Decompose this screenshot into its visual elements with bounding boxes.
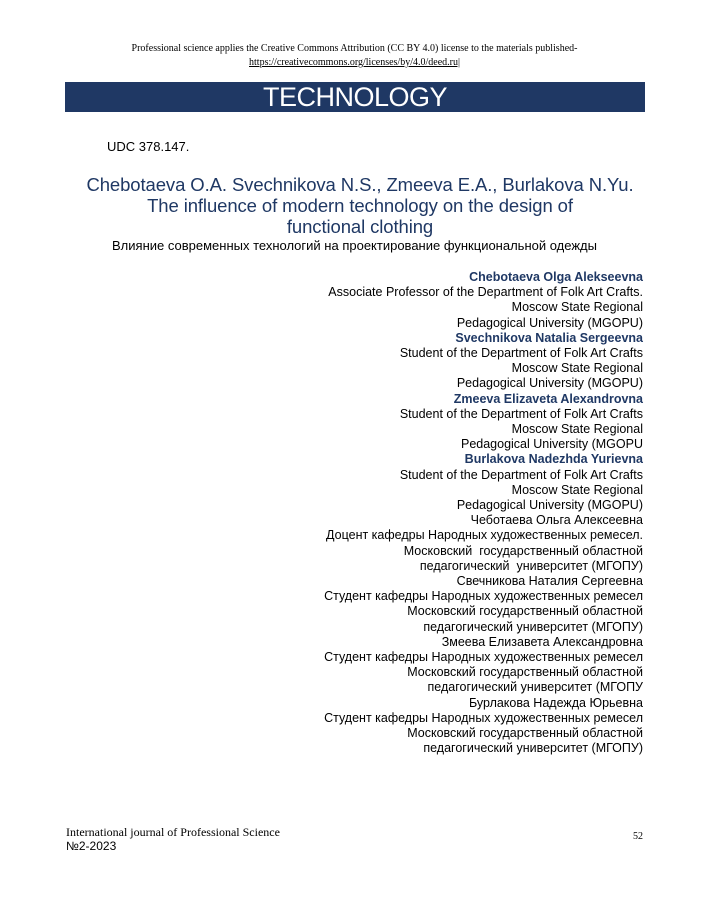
author-name: Chebotaeva Olga Alekseevna bbox=[469, 270, 643, 284]
author-affiliation-ru: Доцент кафедры Народных художественных ремесел. bbox=[326, 528, 643, 543]
footer-issue: №2-2023 bbox=[66, 839, 117, 853]
author-name: Burlakova Nadezhda Yurievna bbox=[464, 452, 643, 467]
section-banner: TECHNOLOGY bbox=[65, 82, 645, 112]
author-affiliation-ru: педагогический университет (МГОПУ) bbox=[423, 741, 643, 756]
license-text: Professional science applies the Creative Commons Attribution (CC BY 4.0) license to the materials published- bbox=[131, 43, 578, 54]
license-notice bbox=[0, 42, 709, 70]
author-affiliation-ru: Московский государственный областной bbox=[403, 543, 643, 558]
page-number: 52 bbox=[633, 831, 643, 842]
article-title-ru: Влияние современных технологий на проектирование функциональной одежды bbox=[112, 238, 597, 253]
article-title bbox=[60, 174, 660, 237]
author-affiliation-ru: Московский государственный областной bbox=[407, 726, 643, 741]
author-affiliation-line: Pedagogical University (MGOPU) bbox=[456, 315, 643, 330]
author-affiliation-line: Pedagogical University (MGOPU) bbox=[456, 498, 643, 513]
author-affiliation-ru: Московский государственный областной bbox=[407, 604, 643, 619]
author-affiliation-line: Student of the Department of Folk Art Crafts bbox=[399, 406, 643, 421]
author-affiliation-line: Moscow State Regional bbox=[511, 361, 643, 376]
author-name-ru: Змеева Елизавета Александровна bbox=[441, 634, 643, 649]
author-name-ru: Бурлакова Надежда Юрьевна bbox=[469, 695, 643, 710]
author-affiliation-ru: педагогический университет (МГОПУ) bbox=[419, 558, 643, 573]
author-affiliation-ru: Студент кафедры Народных художественных ремесел bbox=[324, 710, 643, 725]
udc-code: UDC 378.147. bbox=[107, 139, 190, 154]
author-name: Svechnikova Natalia Sergeevna bbox=[455, 330, 643, 345]
author-affiliation-line: Pedagogical University (MGOPU) bbox=[456, 376, 643, 391]
title-line: functional clothing bbox=[286, 216, 434, 237]
author-affiliation-ru: Московский государственный областной bbox=[407, 665, 643, 680]
author-affiliations bbox=[324, 270, 643, 757]
author-affiliation-line: Student of the Department of Folk Art Crafts bbox=[399, 346, 643, 361]
author-name-ru: Чеботаева Ольга Алексеевна bbox=[470, 513, 643, 528]
author-affiliation-ru: Студент кафедры Народных художественных ремесел bbox=[324, 650, 643, 665]
author-affiliation-line: Moscow State Regional bbox=[511, 300, 643, 315]
author-affiliation-ru: Студент кафедры Народных художественных ремесел bbox=[324, 589, 643, 604]
author-name: Zmeeva Elizaveta Alexandrovna bbox=[453, 391, 643, 406]
title-authors-line: Chebotaeva O.A. Svechnikova N.S., Zmeeva E.A., Burlakova N.Yu. bbox=[86, 174, 634, 195]
author-affiliation-line: Moscow State Regional bbox=[511, 422, 643, 437]
author-affiliation-line: Associate Professor of the Department of Folk Art Crafts. bbox=[328, 285, 643, 300]
title-line: The influence of modern technology on the design of bbox=[147, 195, 573, 216]
author-affiliation-line: Pedagogical University (MGOPU bbox=[460, 437, 643, 452]
author-affiliation-ru: педагогический университет (МГОПУ) bbox=[423, 619, 643, 634]
license-link[interactable]: https://creativecommons.org/licenses/by/4.0/deed.ru| bbox=[249, 57, 460, 68]
author-affiliation-ru: педагогический университет (МГОПУ bbox=[427, 680, 643, 695]
author-affiliation-line: Moscow State Regional bbox=[511, 482, 643, 497]
footer-journal-name: International journal of Professional Science bbox=[66, 825, 280, 839]
author-affiliation-line: Student of the Department of Folk Art Crafts bbox=[399, 467, 643, 482]
author-name-ru: Свечникова Наталия Сергеевна bbox=[456, 574, 643, 589]
